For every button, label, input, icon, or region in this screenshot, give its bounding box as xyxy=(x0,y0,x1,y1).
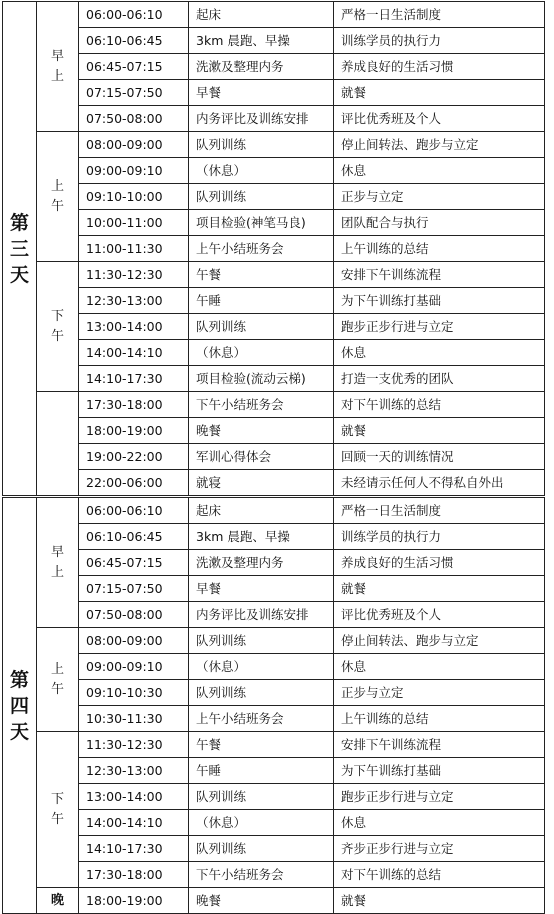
note-cell: 正步与立定 xyxy=(334,184,545,210)
schedule-table xyxy=(2,1,545,914)
period-label xyxy=(37,392,79,497)
schedule-row xyxy=(3,470,545,497)
activity-cell: 项目检验(神笔马良) xyxy=(189,210,334,236)
note-cell: 上午训练的总结 xyxy=(334,706,545,732)
note-cell: 评比优秀班及个人 xyxy=(334,106,545,132)
note-cell: 打造一支优秀的团队 xyxy=(334,366,545,392)
schedule-row xyxy=(3,418,545,444)
note-cell: 未经请示任何人不得私自外出 xyxy=(334,470,545,497)
time-cell: 06:45-07:15 xyxy=(79,550,189,576)
activity-cell: （休息） xyxy=(189,340,334,366)
note-cell: 上午训练的总结 xyxy=(334,236,545,262)
activity-cell: 队列训练 xyxy=(189,784,334,810)
time-cell: 13:00-14:00 xyxy=(79,314,189,340)
activity-cell: 队列训练 xyxy=(189,836,334,862)
time-cell: 10:00-11:00 xyxy=(79,210,189,236)
schedule-row xyxy=(3,132,545,158)
period-label: 下午 xyxy=(37,732,79,888)
schedule-row xyxy=(3,210,545,236)
activity-cell: 内务评比及训练安排 xyxy=(189,106,334,132)
day-label: 第三天 xyxy=(3,2,37,497)
period-label: 下午 xyxy=(37,262,79,392)
time-cell: 09:10-10:00 xyxy=(79,184,189,210)
note-cell: 跑步正步行进与立定 xyxy=(334,314,545,340)
time-cell: 07:15-07:50 xyxy=(79,80,189,106)
time-cell: 22:00-06:00 xyxy=(79,470,189,497)
schedule-row xyxy=(3,888,545,914)
schedule-row xyxy=(3,340,545,366)
period-label: 晚 xyxy=(37,888,79,914)
time-cell: 08:00-09:00 xyxy=(79,132,189,158)
time-cell: 11:30-12:30 xyxy=(79,262,189,288)
activity-cell: 军训心得体会 xyxy=(189,444,334,470)
note-cell: 为下午训练打基础 xyxy=(334,288,545,314)
activity-cell: 项目检验(流动云梯) xyxy=(189,366,334,392)
time-cell: 18:00-19:00 xyxy=(79,888,189,914)
schedule-row xyxy=(3,54,545,80)
activity-cell: 队列训练 xyxy=(189,184,334,210)
schedule-row xyxy=(3,444,545,470)
time-cell: 09:00-09:10 xyxy=(79,158,189,184)
schedule-row xyxy=(3,524,545,550)
time-cell: 11:30-12:30 xyxy=(79,732,189,758)
time-cell: 06:10-06:45 xyxy=(79,524,189,550)
activity-cell: 队列训练 xyxy=(189,680,334,706)
schedule-row xyxy=(3,706,545,732)
activity-cell: 洗漱及整理内务 xyxy=(189,550,334,576)
note-cell: 跑步正步行进与立定 xyxy=(334,784,545,810)
note-cell: 养成良好的生活习惯 xyxy=(334,54,545,80)
time-cell: 14:10-17:30 xyxy=(79,366,189,392)
activity-cell: 队列训练 xyxy=(189,628,334,654)
activity-cell: 晚餐 xyxy=(189,418,334,444)
time-cell: 11:00-11:30 xyxy=(79,236,189,262)
time-cell: 14:10-17:30 xyxy=(79,836,189,862)
time-cell: 07:15-07:50 xyxy=(79,576,189,602)
schedule-row xyxy=(3,236,545,262)
schedule-row xyxy=(3,2,545,28)
period-label: 早上 xyxy=(37,497,79,628)
schedule-row xyxy=(3,862,545,888)
activity-cell: 午睡 xyxy=(189,288,334,314)
schedule-row xyxy=(3,680,545,706)
day-label: 第四天 xyxy=(3,497,37,914)
activity-cell: 午餐 xyxy=(189,732,334,758)
activity-cell: 午睡 xyxy=(189,758,334,784)
schedule-row xyxy=(3,158,545,184)
period-label: 上午 xyxy=(37,132,79,262)
schedule-row xyxy=(3,314,545,340)
schedule-row xyxy=(3,602,545,628)
note-cell: 就餐 xyxy=(334,576,545,602)
note-cell: 评比优秀班及个人 xyxy=(334,602,545,628)
activity-cell: 上午小结班务会 xyxy=(189,706,334,732)
note-cell: 对下午训练的总结 xyxy=(334,392,545,418)
schedule-row xyxy=(3,184,545,210)
time-cell: 17:30-18:00 xyxy=(79,862,189,888)
note-cell: 齐步正步行进与立定 xyxy=(334,836,545,862)
activity-cell: 队列训练 xyxy=(189,132,334,158)
schedule-row xyxy=(3,106,545,132)
activity-cell: 起床 xyxy=(189,2,334,28)
schedule-row xyxy=(3,497,545,524)
schedule-row xyxy=(3,28,545,54)
time-cell: 14:00-14:10 xyxy=(79,810,189,836)
activity-cell: 下午小结班务会 xyxy=(189,392,334,418)
time-cell: 06:00-06:10 xyxy=(79,497,189,524)
activity-cell: 队列训练 xyxy=(189,314,334,340)
activity-cell: 早餐 xyxy=(189,80,334,106)
note-cell: 严格一日生活制度 xyxy=(334,497,545,524)
schedule-row xyxy=(3,80,545,106)
schedule-row xyxy=(3,654,545,680)
activity-cell: 午餐 xyxy=(189,262,334,288)
note-cell: 训练学员的执行力 xyxy=(334,524,545,550)
schedule-row xyxy=(3,550,545,576)
note-cell: 停止间转法、跑步与立定 xyxy=(334,132,545,158)
note-cell: 休息 xyxy=(334,340,545,366)
activity-cell: 下午小结班务会 xyxy=(189,862,334,888)
note-cell: 休息 xyxy=(334,654,545,680)
activity-cell: （休息） xyxy=(189,810,334,836)
schedule-row xyxy=(3,576,545,602)
note-cell: 安排下午训练流程 xyxy=(334,262,545,288)
note-cell: 就餐 xyxy=(334,888,545,914)
activity-cell: （休息） xyxy=(189,158,334,184)
schedule-body xyxy=(3,2,545,914)
schedule-row xyxy=(3,758,545,784)
schedule-row xyxy=(3,288,545,314)
time-cell: 10:30-11:30 xyxy=(79,706,189,732)
activity-cell: 洗漱及整理内务 xyxy=(189,54,334,80)
schedule-row xyxy=(3,784,545,810)
schedule-row xyxy=(3,392,545,418)
time-cell: 18:00-19:00 xyxy=(79,418,189,444)
note-cell: 停止间转法、跑步与立定 xyxy=(334,628,545,654)
activity-cell: 3km 晨跑、早操 xyxy=(189,524,334,550)
time-cell: 19:00-22:00 xyxy=(79,444,189,470)
time-cell: 17:30-18:00 xyxy=(79,392,189,418)
activity-cell: 就寝 xyxy=(189,470,334,497)
activity-cell: 3km 晨跑、早操 xyxy=(189,28,334,54)
time-cell: 12:30-13:00 xyxy=(79,758,189,784)
period-label: 早上 xyxy=(37,2,79,132)
note-cell: 休息 xyxy=(334,810,545,836)
note-cell: 就餐 xyxy=(334,80,545,106)
time-cell: 06:10-06:45 xyxy=(79,28,189,54)
note-cell: 安排下午训练流程 xyxy=(334,732,545,758)
time-cell: 06:00-06:10 xyxy=(79,2,189,28)
activity-cell: 起床 xyxy=(189,497,334,524)
note-cell: 团队配合与执行 xyxy=(334,210,545,236)
time-cell: 08:00-09:00 xyxy=(79,628,189,654)
time-cell: 12:30-13:00 xyxy=(79,288,189,314)
note-cell: 就餐 xyxy=(334,418,545,444)
time-cell: 07:50-08:00 xyxy=(79,602,189,628)
time-cell: 06:45-07:15 xyxy=(79,54,189,80)
schedule-row xyxy=(3,836,545,862)
schedule-row xyxy=(3,628,545,654)
activity-cell: （休息） xyxy=(189,654,334,680)
note-cell: 为下午训练打基础 xyxy=(334,758,545,784)
note-cell: 正步与立定 xyxy=(334,680,545,706)
schedule-row xyxy=(3,810,545,836)
note-cell: 严格一日生活制度 xyxy=(334,2,545,28)
note-cell: 对下午训练的总结 xyxy=(334,862,545,888)
activity-cell: 上午小结班务会 xyxy=(189,236,334,262)
time-cell: 07:50-08:00 xyxy=(79,106,189,132)
note-cell: 回顾一天的训练情况 xyxy=(334,444,545,470)
schedule-row xyxy=(3,366,545,392)
schedule-row xyxy=(3,262,545,288)
period-label: 上午 xyxy=(37,628,79,732)
note-cell: 休息 xyxy=(334,158,545,184)
activity-cell: 晚餐 xyxy=(189,888,334,914)
activity-cell: 内务评比及训练安排 xyxy=(189,602,334,628)
note-cell: 养成良好的生活习惯 xyxy=(334,550,545,576)
time-cell: 13:00-14:00 xyxy=(79,784,189,810)
time-cell: 14:00-14:10 xyxy=(79,340,189,366)
activity-cell: 早餐 xyxy=(189,576,334,602)
schedule-row xyxy=(3,732,545,758)
time-cell: 09:00-09:10 xyxy=(79,654,189,680)
time-cell: 09:10-10:30 xyxy=(79,680,189,706)
note-cell: 训练学员的执行力 xyxy=(334,28,545,54)
